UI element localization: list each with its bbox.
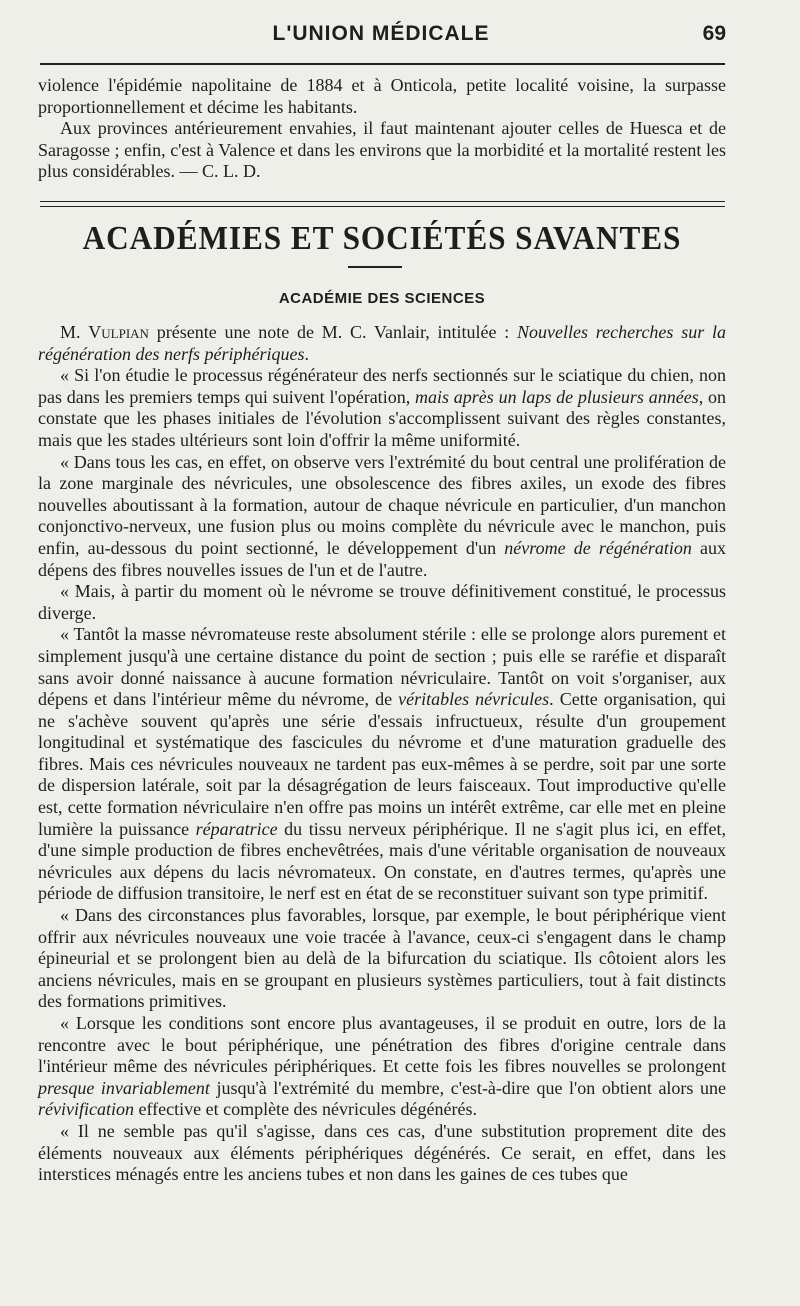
section-divider <box>40 201 725 207</box>
author-name: Vulpian <box>88 322 149 342</box>
p7-emphasis-1: presque invariablement <box>38 1077 210 1098</box>
page-number: 69 <box>702 22 726 45</box>
paragraph-3 <box>38 452 726 582</box>
paragraph-5 <box>38 624 726 905</box>
p2-emphasis: mais après un laps de plusieurs années <box>414 386 699 407</box>
journal-title: L'UNION MÉDICALE <box>272 22 490 45</box>
title-ornament-rule <box>348 266 402 268</box>
p1-lead: M. <box>60 322 89 342</box>
p5-text-c: du tissu nerveux périphérique. Il ne s'agit plus ici, en effet, d'une simple production de fibres enchevêtrées, mais d'une véritable organisation de nouveaux névricules aux dépens du lacis névromateux. On constate, en d'autres termes, qu'après une période de diffusion transitoire, le nerf est en état de se reconstituer suivant son type primitif. <box>38 818 726 904</box>
paragraph-6: « Dans des circonstances plus favorables, lorsque, par exemple, le bout périphérique vient offrir aux névricules nouveaux une voie tracée à l'avance, ceux-ci s'engagent dans le champ épineurial et se prolongent bien au delà de la bifurcation du sciatique. Ils côtoient alors les anciens névricules, mais en se groupant en plusieurs systèmes particuliers, tout à fait distincts des formations primitives. <box>38 905 726 1012</box>
article-body <box>38 322 726 1186</box>
running-header <box>36 22 726 56</box>
paragraph-8: « Il ne semble pas qu'il s'agisse, dans ces cas, d'une substitution proprement dite des éléments nouveaux aux éléments périphériques dégénérés. Ce serait, en effet, dans les interstices ménagés entre les anciens tubes et non dans les gaines de ces tubes que <box>38 1120 726 1185</box>
p3-emphasis: névrome de régénération <box>504 537 692 558</box>
p3-text-a: « Dans tous les cas, en effet, on observe vers l'extrémité du bout central une prolifération de la zone marginale des névricules, une obsolescence des fibres axiles, un exode des fibres nouvelles aboutissant à la formation, autour de chaque névricule en particulier, d'un manchon conjonctivo-nerveux, une fusion plus ou moins complète du névricule avec le manchon, puis enfin, au-dessous du point sectionné, le développement d'un <box>38 451 726 558</box>
section-title: ACADÉMIES ET SOCIÉTÉS SAVANTES <box>82 220 682 257</box>
paragraph-4: « Mais, à partir du moment où le névrome se trouve définitivement constitué, le processus diverge. <box>38 581 726 623</box>
p3-text-b: aux dépens des fibres nouvelles issues de l'un et de l'autre. <box>38 537 726 580</box>
paragraph-7 <box>38 1013 726 1121</box>
intro-text <box>38 75 726 183</box>
p2-text-a: « Si l'on étudie le processus régénérateur des nerfs sectionnés sur le sciatique du chien, non pas dans les premiers temps qui suivent l'opération, <box>38 365 726 407</box>
p5-text-a: « Tantôt la masse névromateuse reste absolument stérile : elle se prolonge alors purement et simplement jusqu'à une certaine distance du point de section ; puis elle se raréfie et disparaît sans avoir donné naissance à aucune formation névriculaire. Tantôt on voit s'organiser, aux dépens et dans l'intérieur même du névrome, de <box>38 624 726 710</box>
note-title: Nouvelles recherches sur la régénération des nerfs périphériques <box>38 322 726 364</box>
p5-emphasis-1: véritables névricules <box>398 689 550 710</box>
p7-emphasis-2: révivification <box>38 1099 134 1120</box>
paragraph-1 <box>38 322 726 365</box>
intro-paragraph-2: Aux provinces antérieurement envahies, il faut maintenant ajouter celles de Huesca et de Saragosse ; enfin, c'est à Valence et dans les environs que la morbidité et la mortalité restent les plus considérables. — C. L. D. <box>38 118 726 182</box>
p5-emphasis-2: réparatrice <box>195 818 278 839</box>
p7-text-c: effective et complète des névricules dégénérés. <box>133 1099 477 1120</box>
header-rule <box>40 63 725 65</box>
intro-paragraph-1: violence l'épidémie napolitaine de 1884 et à Onticola, petite localité voisine, la surpasse proportionnellement et décime les habitants. <box>38 75 726 117</box>
paragraph-2 <box>38 365 726 451</box>
p2-text-b: , on constate que les phases initiales de l'évolution s'accomplissent suivant des règles constantes, mais que les stades ultérieurs sont loin d'offrir la même uniformité. <box>38 386 727 450</box>
p1-text: présente une note de M. C. Vanlair, intitulée : <box>148 322 518 342</box>
section-subtitle: ACADÉMIE DES SCIENCES <box>278 290 486 307</box>
p7-text-a: « Lorsque les conditions sont encore plus avantageuses, il se produit en outre, lors de la rencontre avec le bout périphérique, une pénétration des fibres d'origine centrale dans l'intérieur même des névricules périphériques. Et cette fois les fibres nouvelles se prolongent <box>38 1013 726 1077</box>
p5-text-b: . Cette organisation, qui ne s'achève souvent qu'après une série d'essais infructueux, résulte d'un groupement longitudinal et systématique des fascicules du névrome et d'une maturation graduelle des fibres. Mais ces névricules nouveaux ne tardent pas eux-mêmes à se perdre, soit par une sorte de dispersion latérale, soit par la désagrégation de leurs faisceaux. Tout improductive qu'elle est, cette formation névriculaire n'en offre pas moins un intérêt extrême, car elle met en pleine lumière la puissance <box>38 689 726 839</box>
p1-end: . <box>304 343 309 364</box>
p7-text-b: jusqu'à l'extrémité du membre, c'est-à-dire que l'on obtient alors une <box>209 1077 727 1098</box>
